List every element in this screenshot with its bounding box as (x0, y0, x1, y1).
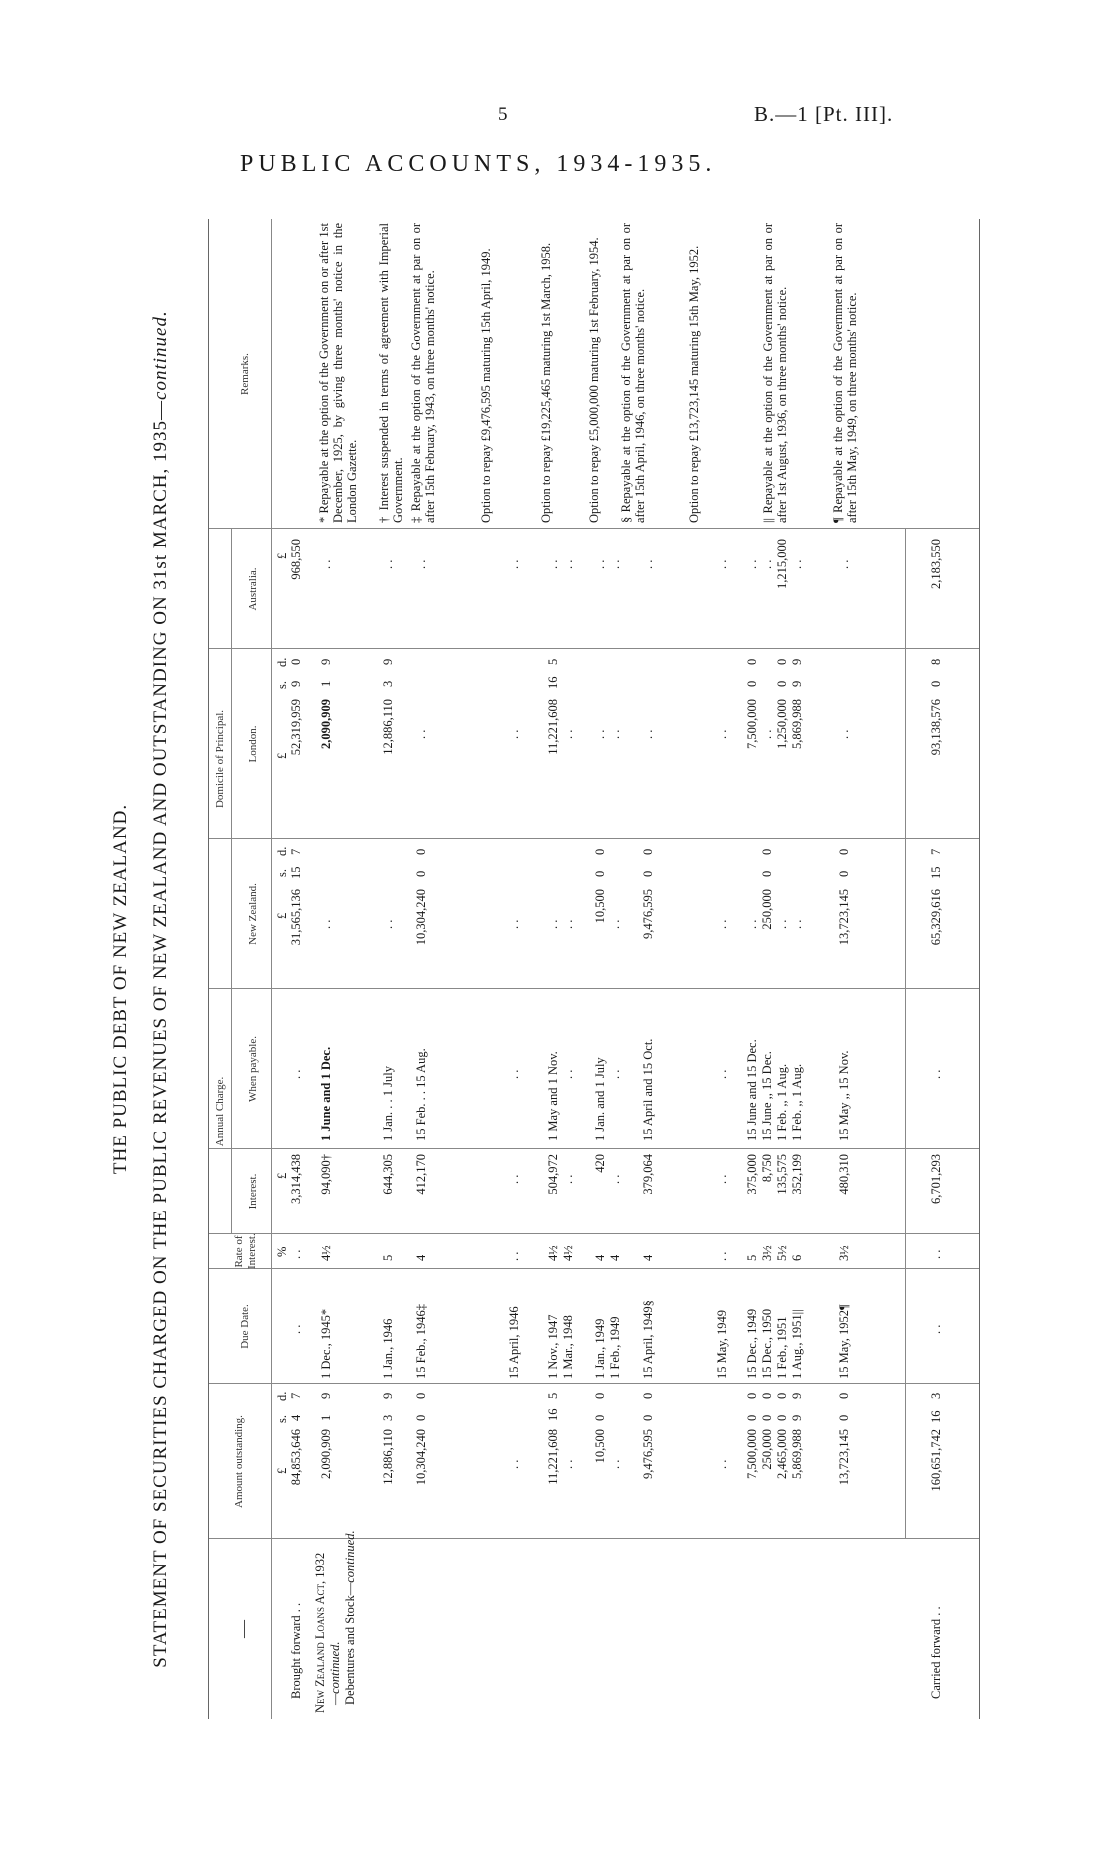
row-interest: . . (715, 1174, 729, 1184)
row-payable: 1 June and 1 Dec. (319, 1046, 333, 1141)
row-amount-d: 5 (546, 1392, 560, 1399)
row-payable: 1 Feb. ,, 1 Aug. (790, 1063, 804, 1141)
remark: ¶ Repayable at the option of the Government at par on or after 15th May, 1949, on three months' notice. (831, 223, 859, 523)
row-nz-s: 0 (641, 870, 655, 877)
row-payable: . . (507, 1069, 521, 1079)
header-amount: Amount outstanding. (233, 1415, 245, 1508)
row-due: 15 April, 1949§ (641, 1300, 655, 1379)
unit-amount-pound: £ (275, 1467, 289, 1474)
row-australia: . . (319, 559, 333, 569)
row-interest: 375,000 (745, 1154, 759, 1195)
unit-amount-shillings: s. (275, 1415, 289, 1423)
row-london: 11,221,608 (546, 699, 560, 755)
row-rate: 4½ (546, 1245, 560, 1261)
row-due: 1 Aug., 1951|| (790, 1309, 804, 1379)
row-due: 1 Feb., 1951 (775, 1316, 789, 1379)
header-due-date: Due Date. (239, 1304, 251, 1349)
row-nz: . . (775, 919, 789, 929)
row-australia: . . (546, 559, 560, 569)
row-payable: 15 June ,, 15 Dec. (760, 1051, 774, 1141)
remark: Option to repay £9,476,595 maturing 15th April, 1949. (479, 248, 493, 523)
row-australia: . . (593, 559, 607, 569)
row-amount-s: 16 (546, 1408, 560, 1421)
row-nz: . . (790, 919, 804, 929)
row-payable: . . (715, 1069, 729, 1079)
row-amount-s: 0 (593, 1414, 607, 1421)
row-payable: 15 April and 15 Oct. (641, 1038, 655, 1141)
act-debentures-text: Debentures and Stock— (343, 1582, 357, 1705)
running-title: PUBLIC ACCOUNTS, 1934-1935. (240, 151, 717, 177)
row-interest: 94,090† (319, 1154, 333, 1195)
carried-forward-interest: 6,701,293 (929, 1154, 943, 1204)
row-london-s: 1 (319, 680, 333, 687)
row-rate: 5 (381, 1254, 395, 1261)
row-amount: . . (561, 1459, 575, 1469)
brought-forward-nz: 31,565,136 (289, 889, 303, 946)
row-due: 1 Jan., 1949 (593, 1318, 607, 1379)
row-nz-d: 0 (593, 848, 607, 855)
row-interest: 644,305 (381, 1154, 395, 1195)
row-amount: 10,500 (593, 1429, 607, 1464)
row-interest: 135,575 (775, 1154, 789, 1195)
row-australia: . . (760, 559, 774, 569)
row-amount: 2,090,909 (319, 1429, 333, 1479)
row-payable: . . (608, 1069, 622, 1079)
remark: Option to repay £5,000,000 maturing 1st February, 1954. (587, 237, 601, 523)
row-australia: . . (507, 559, 521, 569)
subtitle-text: STATEMENT OF SECURITIES CHARGED ON THE PUBLIC REVENUES OF NEW ZEALAND AND OUTSTANDING ON 31st MARCH, 1935— (150, 399, 171, 1668)
row-amount-d: 9 (319, 1392, 333, 1399)
unit-amount-pence: d. (275, 1391, 289, 1401)
row-amount-s: 0 (414, 1414, 428, 1421)
remark: ‡ Repayable at the option of the Government at par on or after 15th February, 1943, on three months' notice. (409, 223, 437, 523)
row-amount: . . (507, 1459, 521, 1469)
row-payable: 15 Feb. . . 15 Aug. (414, 1048, 428, 1141)
page-number: 5 (498, 104, 508, 125)
row-amount: 5,869,988 (790, 1429, 804, 1479)
row-due: 1 Mar., 1948 (561, 1315, 575, 1379)
carried-forward-payable: . . (929, 1069, 943, 1079)
row-amount: . . (608, 1459, 622, 1469)
row-due: 1 Jan., 1946 (381, 1318, 395, 1379)
row-australia: . . (745, 559, 759, 569)
row-nz-d: 0 (641, 848, 655, 855)
row-australia: . . (381, 559, 395, 569)
row-nz: . . (608, 919, 622, 929)
header-rate: Rate of Interest. (233, 1233, 258, 1269)
row-amount-d: 0 (641, 1392, 655, 1399)
row-rate: 3½ (837, 1245, 851, 1261)
debt-table (208, 219, 980, 1719)
act-debentures (343, 1530, 358, 1705)
brought-forward-label: Brought forward . . (289, 1602, 303, 1699)
row-amount: 9,476,595 (641, 1429, 655, 1479)
brought-forward-interest: 3,314,438 (289, 1154, 303, 1204)
row-payable: 1 May and 1 Nov. (546, 1051, 560, 1141)
row-london: 2,090,909 (319, 699, 333, 749)
row-australia: . . (641, 559, 655, 569)
brought-forward-amount-d: 7 (289, 1392, 303, 1399)
row-amount-d: 9 (790, 1392, 804, 1399)
row-due: 15 May, 1949 (715, 1310, 729, 1379)
row-due: 15 Dec., 1950 (760, 1308, 774, 1379)
row-amount-s: 0 (641, 1414, 655, 1421)
row-nz: 10,304,240 (414, 889, 428, 946)
row-nz: . . (319, 919, 333, 929)
header-london: London. (247, 725, 259, 763)
row-rate: 4½ (561, 1245, 575, 1261)
row-interest: 352,199 (790, 1154, 804, 1195)
row-amount: . . (715, 1459, 729, 1469)
carried-forward-label: Carried forward . . (929, 1606, 943, 1699)
row-rate: 4 (593, 1254, 607, 1261)
row-nz: . . (381, 919, 395, 929)
row-rate: 3½ (760, 1245, 774, 1261)
row-payable: 1 Jan. . . 1 July (381, 1066, 395, 1141)
brought-forward-london: 52,319,959 (289, 699, 303, 756)
header-dash: — (233, 1620, 253, 1638)
header-domicile: Domicile of Principal. (214, 709, 226, 809)
remark: Option to repay £19,225,465 maturing 1st March, 1958. (539, 242, 553, 523)
unit-percent: % (275, 1246, 289, 1257)
row-nz: 9,476,595 (641, 889, 655, 939)
row-amount-s: 0 (745, 1414, 759, 1421)
row-rate: 4 (414, 1254, 428, 1261)
act-continued: —continued. (328, 1641, 342, 1705)
row-nz: 13,723,145 (837, 889, 851, 946)
carried-forward-amount-s: 16 (929, 1410, 943, 1423)
row-london: . . (641, 729, 655, 739)
row-london: . . (593, 729, 607, 739)
act-name: New Zealand Loans Act, 1932 (313, 1552, 327, 1713)
unit-interest-pound: £ (275, 1172, 289, 1179)
row-payable: . . (561, 1069, 575, 1079)
row-london: . . (760, 729, 774, 739)
row-nz-s: 0 (593, 870, 607, 877)
row-amount: 2,465,000 (775, 1429, 789, 1479)
row-london-s: 0 (745, 680, 759, 687)
carried-forward-nz-s: 15 (929, 866, 943, 879)
row-amount-s: 1 (319, 1414, 333, 1421)
brought-forward-london-d: 0 (289, 658, 303, 665)
row-nz: . . (546, 919, 560, 929)
row-nz-s: 0 (837, 870, 851, 877)
brought-forward-nz-d: 7 (289, 848, 303, 855)
row-london-d: 5 (546, 658, 560, 665)
row-london-d: 9 (381, 658, 395, 665)
remark: § Repayable at the option of the Government at par on or after 15th April, 1946, on three months' notice. (619, 223, 647, 523)
remark: Option to repay £13,723,145 maturing 15th May, 1952. (687, 245, 701, 523)
row-london-d: 0 (745, 658, 759, 665)
row-nz: . . (715, 919, 729, 929)
row-nz-s: 0 (760, 870, 774, 877)
row-amount-d: 0 (745, 1392, 759, 1399)
row-nz-d: 0 (760, 848, 774, 855)
unit-nz-shillings: s. (275, 869, 289, 877)
row-rate: 4½ (319, 1245, 333, 1261)
row-london: 5,869,988 (790, 699, 804, 749)
row-rate: 5 (745, 1254, 759, 1261)
act-debentures-continued: continued. (343, 1530, 357, 1583)
row-australia: . . (414, 559, 428, 569)
row-london: . . (608, 729, 622, 739)
header-australia: Australia. (247, 567, 259, 611)
carried-forward-london-s: 0 (929, 680, 943, 687)
carried-forward-amount: 160,651,742 (929, 1429, 943, 1492)
row-interest: . . (507, 1174, 521, 1184)
row-amount-s: 0 (837, 1414, 851, 1421)
row-nz-d: 0 (837, 848, 851, 855)
row-london: 7,500,000 (745, 699, 759, 749)
row-amount: 7,500,000 (745, 1429, 759, 1479)
row-amount-d: 0 (593, 1392, 607, 1399)
row-amount: 10,304,240 (414, 1429, 428, 1486)
row-interest: 504,972 (546, 1154, 560, 1195)
carried-forward-rate: . . (929, 1249, 943, 1259)
row-australia: 1,215,000 (775, 539, 789, 589)
row-interest: 8,750 (760, 1154, 774, 1183)
row-interest: . . (608, 1174, 622, 1184)
row-london-d: 0 (775, 658, 789, 665)
carried-forward-due: . . (929, 1324, 943, 1334)
header-interest: Interest. (247, 1173, 259, 1210)
row-nz-d: 0 (414, 848, 428, 855)
row-amount-d: 0 (760, 1392, 774, 1399)
brought-forward-australia: 968,550 (289, 539, 303, 580)
row-australia: . . (715, 559, 729, 569)
brought-forward-payable: . . (289, 1069, 303, 1079)
remark: * Repayable at the option of the Government on or after 1st December, 1925, by giving three months' notice in the London Gazette. (317, 223, 359, 523)
row-amount-s: 3 (381, 1414, 395, 1421)
row-due: 1 Nov., 1947 (546, 1314, 560, 1379)
brought-forward-amount-s: 4 (289, 1414, 303, 1421)
row-australia: . . (561, 559, 575, 569)
row-amount-s: 0 (775, 1414, 789, 1421)
unit-london-pound: £ (275, 752, 289, 759)
brought-forward-due: . . (289, 1324, 303, 1334)
row-nz: . . (561, 919, 575, 929)
row-london-d: 9 (319, 658, 333, 665)
row-nz-s: 0 (414, 870, 428, 877)
carried-forward-nz-d: 7 (929, 848, 943, 855)
row-due: 1 Feb., 1949 (608, 1316, 622, 1379)
subtitle-continued: continued. (150, 310, 171, 400)
unit-nz-pound: £ (275, 912, 289, 919)
row-amount: 250,000 (760, 1429, 774, 1470)
row-rate: 4 (641, 1254, 655, 1261)
row-nz: . . (507, 919, 521, 929)
brought-forward-amount: 84,853,646 (289, 1429, 303, 1486)
row-interest: . . (561, 1174, 575, 1184)
row-amount-s: 0 (760, 1414, 774, 1421)
row-australia: . . (608, 559, 622, 569)
brought-forward-nz-s: 15 (289, 866, 303, 879)
row-london: . . (507, 729, 521, 739)
carried-forward-london: 93,138,576 (929, 699, 943, 756)
unit-australia-pound: £ (275, 552, 289, 559)
carried-forward-london-d: 8 (929, 658, 943, 665)
carried-forward-nz: 65,329,616 (929, 889, 943, 946)
unit-london-shillings: s. (275, 681, 289, 689)
row-rate: . . (715, 1251, 729, 1261)
document-reference: B.—1 [Pt. III]. (754, 102, 894, 126)
row-london: . . (414, 729, 428, 739)
row-nz: 250,000 (760, 889, 774, 930)
header-when-payable: When payable. (247, 1036, 259, 1102)
row-amount-d: 0 (414, 1392, 428, 1399)
row-london: 12,886,110 (381, 699, 395, 755)
row-amount-s: 9 (790, 1414, 804, 1421)
unit-london-pence: d. (275, 657, 289, 667)
row-amount-d: 9 (381, 1392, 395, 1399)
row-amount: 12,886,110 (381, 1429, 395, 1485)
row-rate: 6 (790, 1254, 804, 1261)
row-amount-d: 0 (837, 1392, 851, 1399)
row-payable: 1 Jan. and 1 July (593, 1057, 607, 1141)
row-due: 15 April, 1946 (507, 1306, 521, 1379)
row-due: 15 Dec., 1949 (745, 1308, 759, 1379)
header-annual-charge: Annual Charge. (214, 1076, 226, 1147)
brought-forward-london-s: 9 (289, 680, 303, 687)
row-australia: . . (790, 559, 804, 569)
row-london: . . (837, 729, 851, 739)
row-interest: 480,310 (837, 1154, 851, 1195)
row-london: . . (715, 729, 729, 739)
rotated-table-region (110, 199, 980, 1779)
row-london-s: 16 (546, 676, 560, 689)
remark: || Repayable at the option of the Government at par on or after 1st August, 1936, on three months' notice. (761, 223, 789, 523)
row-amount: 11,221,608 (546, 1429, 560, 1485)
remark: † Interest suspended in terms of agreement with Imperial Government. (377, 223, 405, 523)
table-title: THE PUBLIC DEBT OF NEW ZEALAND. (110, 803, 131, 1175)
row-payable: 15 May ,, 15 Nov. (837, 1050, 851, 1141)
carried-forward-amount-d: 3 (929, 1392, 943, 1399)
row-rate: 5½ (775, 1245, 789, 1261)
row-interest: 420 (593, 1154, 607, 1173)
header-new-zealand: New Zealand. (247, 883, 259, 945)
row-london-d: 9 (790, 658, 804, 665)
unit-nz-pence: d. (275, 846, 289, 856)
row-due: 15 May, 1952¶ (837, 1304, 851, 1379)
header-remarks: Remarks. (239, 353, 251, 395)
row-interest: 412,170 (414, 1154, 428, 1195)
row-australia: . . (837, 559, 851, 569)
row-london-s: 0 (775, 680, 789, 687)
row-london: 1,250,000 (775, 699, 789, 749)
row-payable: 1 Feb. ,, 1 Aug. (775, 1063, 789, 1141)
row-payable: 15 June and 15 Dec. (745, 1039, 759, 1141)
row-london-s: 9 (790, 680, 804, 687)
row-due: 1 Dec., 1945* (319, 1308, 333, 1379)
row-london-s: 3 (381, 680, 395, 687)
row-due: 15 Feb., 1946‡ (414, 1304, 428, 1379)
row-rate: . . (507, 1251, 521, 1261)
row-london: . . (561, 729, 575, 739)
brought-forward-rate: . . (289, 1249, 303, 1259)
row-rate: 4 (608, 1254, 622, 1261)
row-interest: 379,064 (641, 1154, 655, 1195)
table-subtitle (150, 199, 172, 1779)
row-nz: 10,500 (593, 889, 607, 924)
row-amount: 13,723,145 (837, 1429, 851, 1486)
row-amount-d: 0 (775, 1392, 789, 1399)
row-nz: . . (745, 919, 759, 929)
carried-forward-australia: 2,183,550 (929, 539, 943, 589)
